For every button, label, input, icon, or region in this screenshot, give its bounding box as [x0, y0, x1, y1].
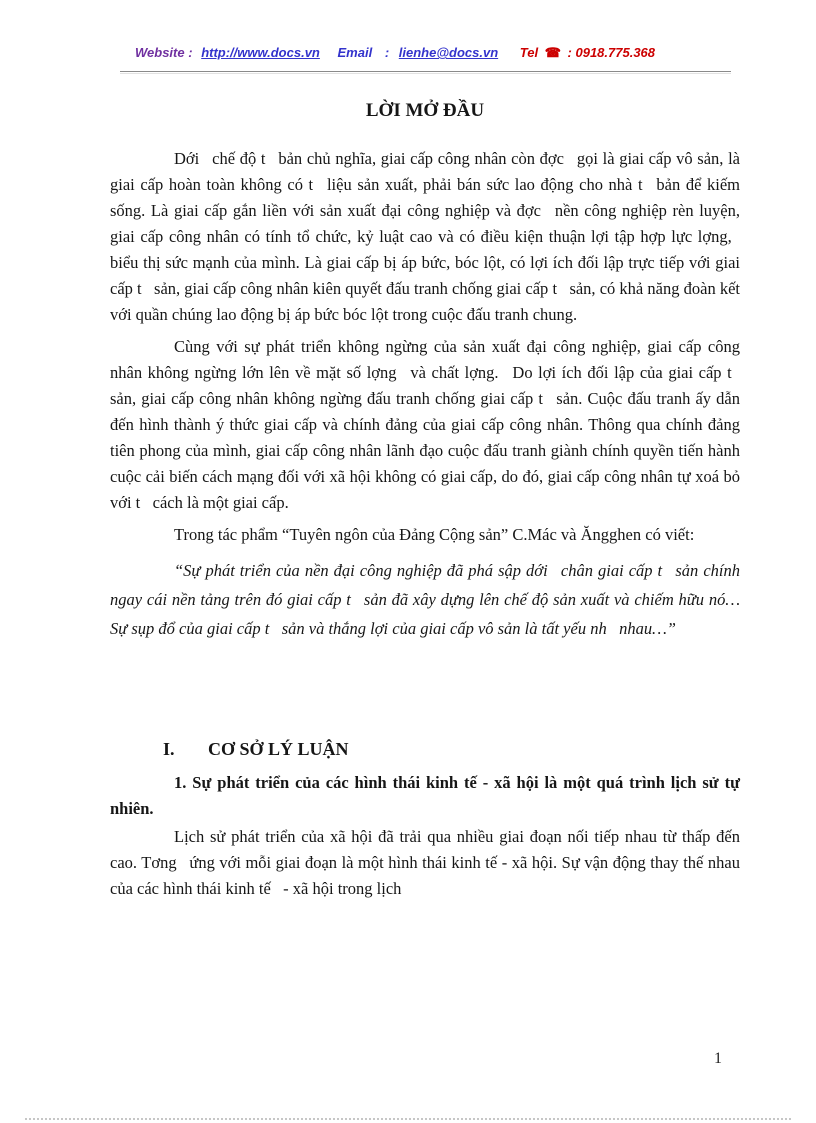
phone-icon: ☎ [544, 45, 561, 60]
email-colon: : [384, 45, 390, 60]
email-label: Email [337, 45, 373, 60]
section-heading [110, 739, 740, 760]
document-title: LỜI MỞ ĐẦU [365, 100, 485, 121]
header-divider [120, 71, 731, 74]
page-number: 1 [714, 1050, 722, 1067]
tel-label: Tel [519, 45, 539, 60]
manifesto-quote: “Sự phát triển của nền đại công nghiệp đã phá sập dới chân giai cấp t sản chính ngay cái nền tảng trên đó giai cấp t sản đã xây dựng lên chế độ sản xuất và chiếm hữu nó… Sự sụp đổ của giai cấp t sản và thắng lợi của giai cấp vô sản là tất yếu nh nhau…” [110, 561, 740, 638]
tel-number: : 0918.775.368 [567, 45, 656, 60]
section-numeral: I. [163, 739, 175, 759]
page-header [135, 45, 655, 61]
intro-paragraph-1: Dới chế độ t bản chủ nghĩa, giai cấp công nhân còn đợc gọi là giai cấp vô sản, là giai cấp hoàn toàn không có t liệu sản xuất, phải bán sức lao động cho nhà t bản để kiếm sống. Là giai cấp gắn liền với sản xuất đại công nghiệp và đợc nền công nghiệp rèn luyện, giai cấp công nhân có tính tổ chức, kỷ luật cao và có điều kiện thuận lợi tập hợp lực lợng, biểu thị sức mạnh của mình. Là giai cấp bị áp bức, bóc lột, có lợi ích đối lập trực tiếp với giai cấp t sản, giai cấp công nhân kiên quyết đấu tranh chống giai cấp t sản, có khả năng đoàn kết với quần chúng lao động bị áp bức bóc lột trong cuộc đấu tranh chung. [110, 149, 740, 324]
page-bottom-edge [25, 1118, 791, 1120]
email-address-link[interactable]: lienhe@docs.vn [398, 45, 499, 60]
intro-paragraph-2: Cùng với sự phát triển không ngừng của sản xuất đại công nghiệp, giai cấp công nhân không ngừng lớn lên về mặt số lợng và chất lợng. Do lợi ích đối lập của giai cấp t sản, giai cấp công nhân không ngừng đấu tranh chống giai cấp t sản. Cuộc đấu tranh ấy dẫn đến hình thành ý thức giai cấp và chính đảng của giai cấp công nhân. Thông qua chính đảng tiên phong của mình, giai cấp công nhân lãnh đạo cuộc đấu tranh giành chính quyền tiến hành cuộc cải biến cách mạng đối với xã hội không có giai cấp, do đó, giai cấp công nhân tự xoá bỏ với t cách là một giai cấp. [110, 337, 740, 512]
body-paragraph-4: Lịch sử phát triển của xã hội đã trải qua nhiều giai đoạn nối tiếp nhau từ thấp đến cao. Tơng ứng với mỗi giai đoạn là một hình thái kinh tế - xã hội. Sự vận động thay thế nhau của các hình thái kinh tế - xã hội trong lịch [110, 827, 740, 898]
intro-paragraph-3: Trong tác phẩm “Tuyên ngôn của Đảng Cộng sản” C.Mác và Ăngghen có viết: [174, 525, 695, 544]
document-content [110, 100, 740, 908]
section-title: CƠ SỞ LÝ LUẬN [208, 739, 349, 759]
website-label: Website : [135, 45, 193, 60]
subsection-heading: 1. Sự phát triển của các hình thái kinh tế - xã hội là một quá trình lịch sử tự nhiên. [110, 773, 740, 818]
website-url-link[interactable]: http://www.docs.vn [201, 45, 320, 60]
